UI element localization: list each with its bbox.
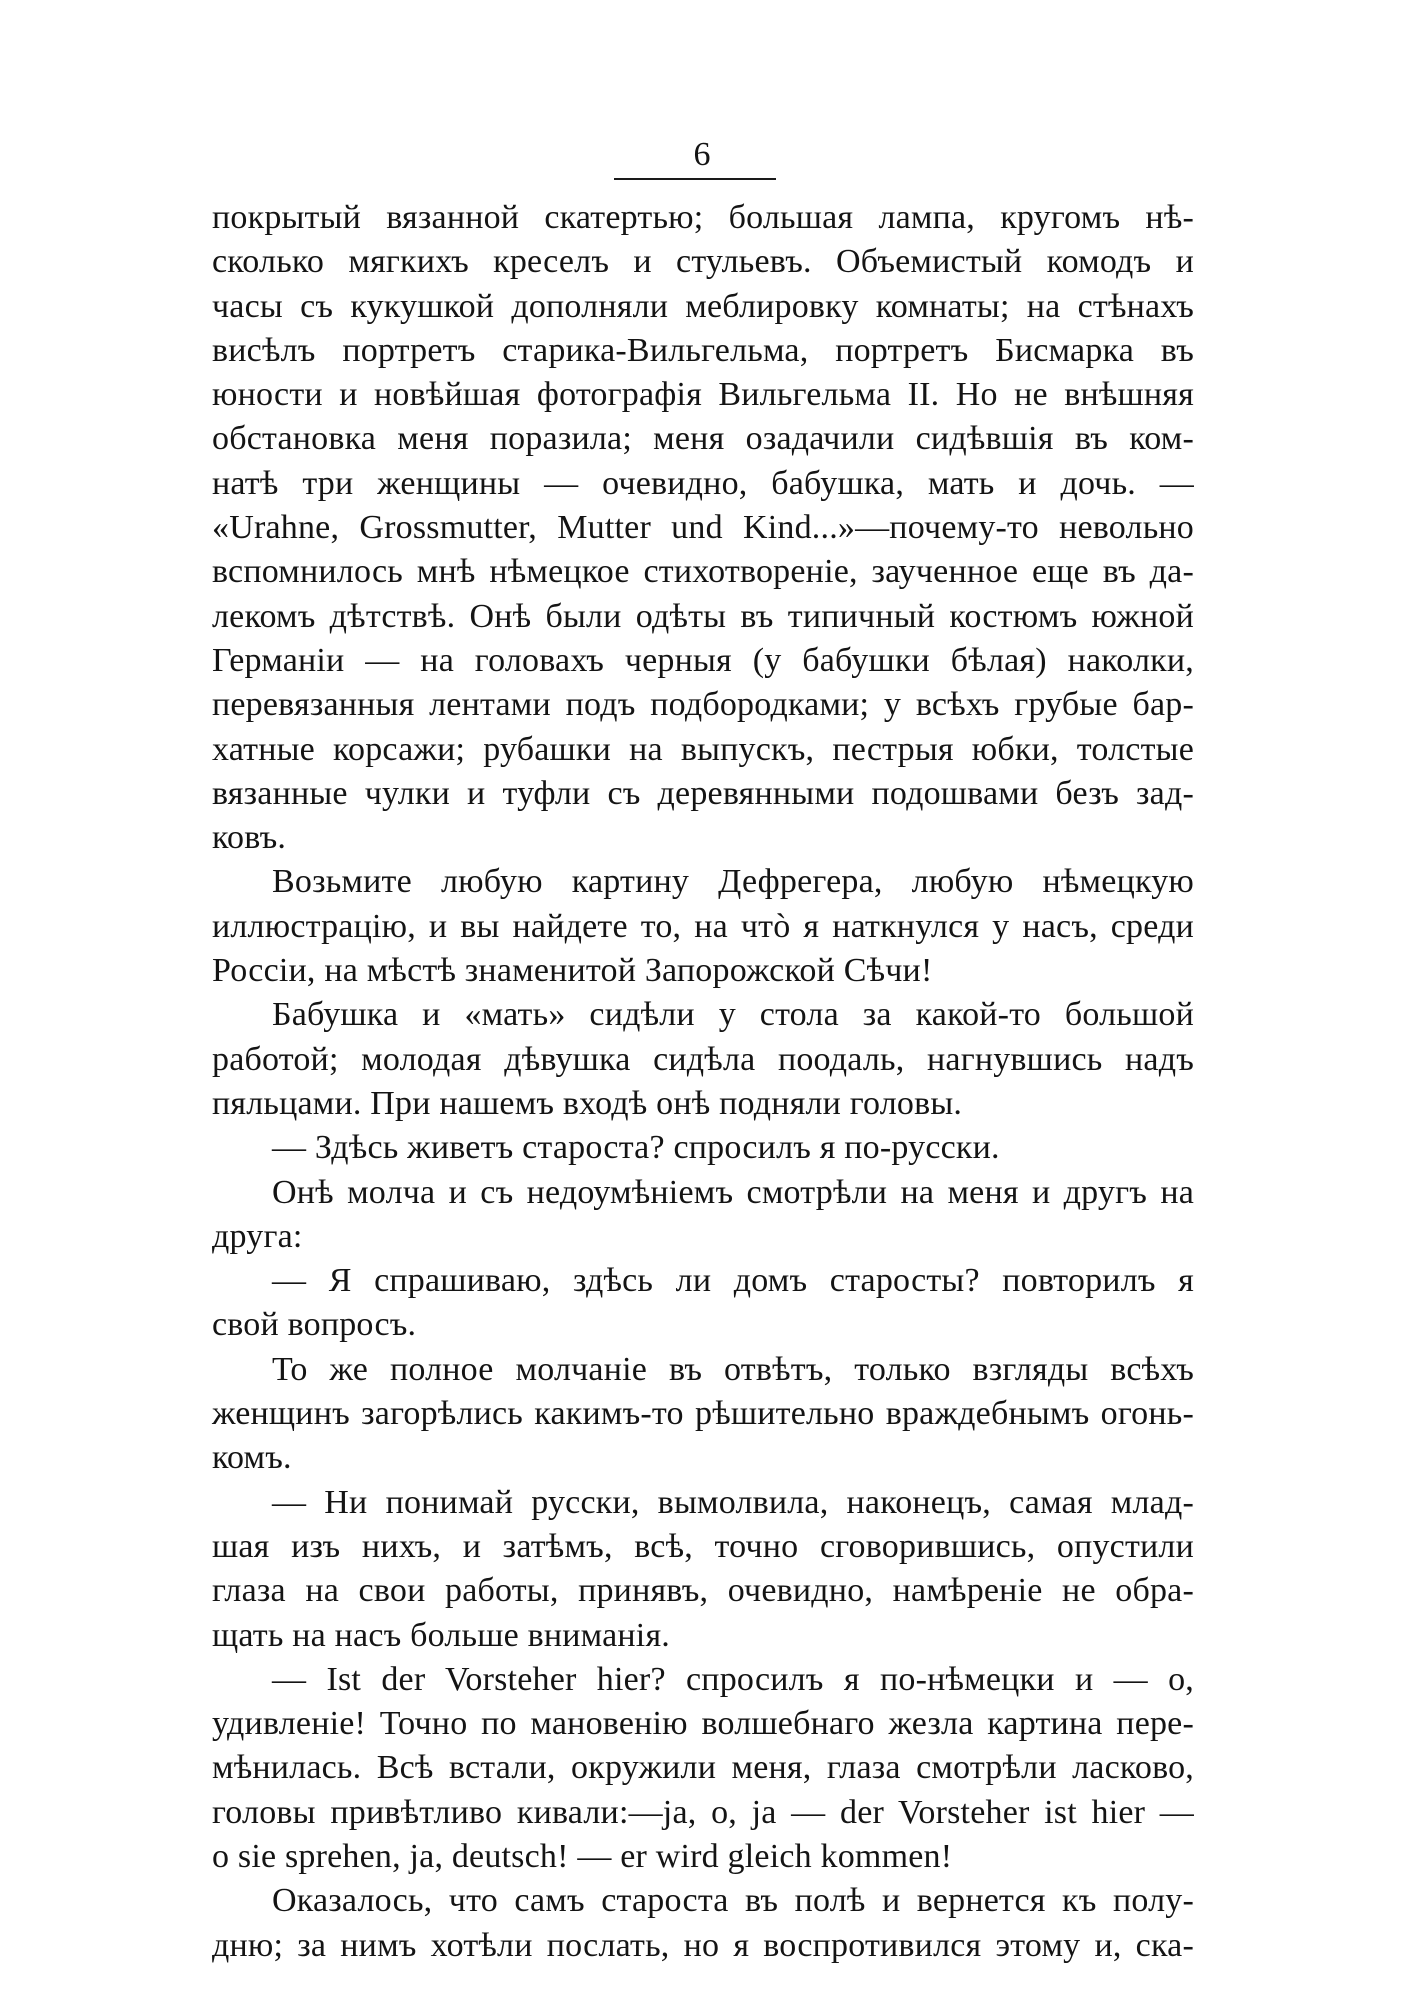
text-line: шая изъ нихъ, и затѣмъ, всѣ, точно сговорившись, опустили	[212, 1527, 1194, 1565]
text-line: свой вопросъ.	[212, 1306, 417, 1344]
text-line: лекомъ дѣтствѣ. Онѣ были одѣты въ типичный костюмъ южной	[212, 597, 1194, 635]
text-line: мѣнилась. Всѣ встали, окружили меня, глаза смотрѣли ласково,	[212, 1749, 1194, 1787]
text-line: Бабушка и «мать» сидѣли у стола за какой-то большой	[272, 996, 1194, 1034]
text-line: щать на насъ больше вниманія.	[212, 1616, 670, 1654]
text-line: женщинъ загорѣлись какимъ-то рѣшительно враждебнымъ огонь-	[212, 1395, 1194, 1433]
text-line: Возьмите любую картину Дефрегера, любую нѣмецкую	[272, 863, 1194, 901]
text-line: Германіи — на головахъ черныя (у бабушки бѣлая) наколки,	[212, 641, 1194, 679]
text-line: юности и новѣйшая фотографія Вильгельма II. Но не внѣшняя	[212, 376, 1194, 414]
text-line: o sie sprehen, ja, deutsch! — er wird gleich kommen!	[212, 1837, 953, 1875]
text-line: Онѣ молча и съ недоумѣніемъ смотрѣли на меня и другъ на	[272, 1173, 1194, 1211]
text-line: глаза на свои работы, принявъ, очевидно, намѣреніе не обра-	[212, 1572, 1194, 1610]
text-line: Оказалось, что самъ староста въ полѣ и вернется къ полу-	[272, 1882, 1194, 1920]
text-line: вязанные чулки и туфли съ деревянными подошвами безъ зад-	[212, 774, 1194, 812]
text-line: сколько мягкихъ креселъ и стульевъ. Объемистый комодъ и	[212, 243, 1194, 281]
text-line: ковъ.	[212, 819, 287, 857]
text-line: — Ни понимай русски, вымолвила, наконецъ, самая млад-	[272, 1483, 1194, 1521]
text-line: обстановка меня поразила; меня озадачили сидѣвшія въ ком-	[212, 420, 1194, 458]
text-line: висѣлъ портретъ старика-Вильгельма, портретъ Бисмарка въ	[212, 331, 1194, 369]
text-line: удивленіе! Точно по мановенію волшебнаго жезла картина пере-	[212, 1705, 1194, 1743]
header-rule	[614, 178, 776, 180]
text-line: работой; молодая дѣвушка сидѣла поодаль, нагнувшись надъ	[212, 1040, 1194, 1078]
body-text	[212, 196, 1194, 1968]
page-number: 6	[693, 136, 711, 173]
text-line: дню; за нимъ хотѣли послать, но я воспротивился этому и, ска-	[212, 1926, 1194, 1964]
text-line: То же полное молчаніе въ отвѣтъ, только взгляды всѣхъ	[272, 1350, 1194, 1388]
text-line: друга:	[212, 1217, 303, 1255]
text-line: вспомнилось мнѣ нѣмецкое стихотвореніе, заученное еще въ да-	[212, 553, 1194, 591]
text-line: покрытый вязанной скатертью; большая лампа, кругомъ нѣ-	[212, 199, 1194, 236]
text-line: Россіи, на мѣстѣ знаменитой Запорожской Сѣчи!	[212, 952, 933, 990]
text-line: часы съ кукушкой дополняли меблировку комнаты; на стѣнахъ	[212, 287, 1194, 325]
text-line: хатные корсажи; рубашки на выпускъ, пестрыя юбки, толстые	[212, 730, 1194, 768]
text-line: — Ist der Vorsteher hier? спросилъ я по-нѣмецки и — о,	[272, 1660, 1194, 1698]
text-line: — Здѣсь живетъ староста? спросилъ я по-русски.	[272, 1129, 1000, 1167]
text-line: головы привѣтливо кивали:—ja, o, ja — der Vorsteher ist hier —	[212, 1793, 1194, 1831]
text-line: иллюстрацію, и вы найдете то, на чтò я наткнулся у насъ, среди	[212, 907, 1194, 945]
text-line: комъ.	[212, 1439, 292, 1477]
text-line: «Urahne, Grossmutter, Mutter und Kind...»—почему-то невольно	[212, 509, 1194, 547]
text-line: пяльцами. При нашемъ входѣ онѣ подняли головы.	[212, 1084, 963, 1122]
text-line: перевязанныя лентами подъ подбородками; у всѣхъ грубые бар-	[212, 686, 1194, 724]
text-line: натѣ три женщины — очевидно, бабушка, мать и дочь. —	[212, 464, 1194, 502]
text-line: — Я спрашиваю, здѣсь ли домъ старосты? повторилъ я	[272, 1262, 1194, 1300]
